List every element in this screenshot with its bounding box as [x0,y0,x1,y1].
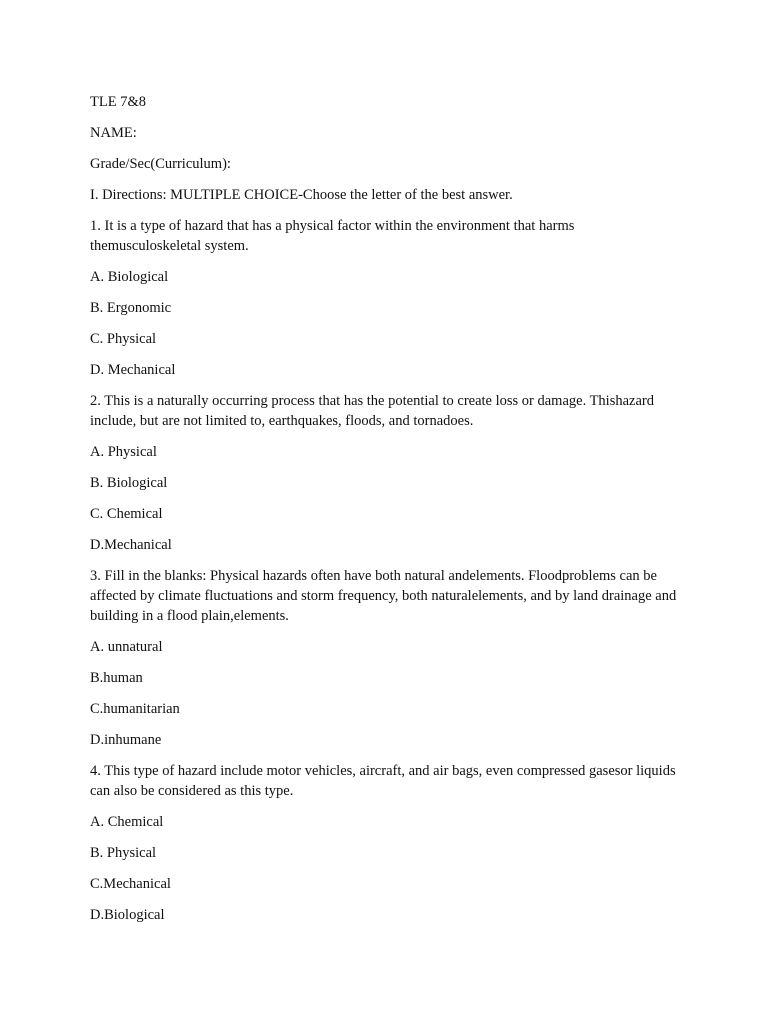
option-c: C. Chemical [90,506,163,522]
option-d: D. Mechanical [90,362,176,378]
question-4 [90,761,688,925]
option-b: B. Biological [90,475,168,491]
option-a: A. Physical [90,444,157,460]
question-2 [90,391,688,555]
option-b: B. Physical [90,845,157,861]
directions-text: I. Directions: MULTIPLE CHOICE-Choose the letter of the best answer. [90,187,513,203]
option-a: A. Chemical [90,814,164,830]
option-d: D.Biological [90,907,165,923]
question-text: 4. This type of hazard include motor vehicles, aircraft, and air bags, even compressed gasesor liquids can also be considered as this type. [90,763,676,799]
option-a: A. unnatural [90,639,163,655]
option-d: D.inhumane [90,732,162,748]
option-c: C.Mechanical [90,876,171,892]
grade-section-label: Grade/Sec(Curriculum): [90,156,231,172]
option-d: D.Mechanical [90,537,172,553]
document-title: TLE 7&8 [90,94,146,110]
option-c: C.humanitarian [90,701,180,717]
option-b: B.human [90,670,143,686]
option-a: A. Biological [90,269,169,285]
option-b: B. Ergonomic [90,300,172,316]
question-text: 3. Fill in the blanks: Physical hazards often have both natural andelements. Floodproblems can be affected by climate fluctuations and storm frequency, both naturalelements, and by land drainage and building in a flood plain,elements. [90,568,677,624]
question-1 [90,216,688,380]
question-text: 1. It is a type of hazard that has a physical factor within the environment that harms themusculoskeletal system. [90,218,575,254]
name-label: NAME: [90,125,137,141]
option-c: C. Physical [90,331,157,347]
question-3 [90,566,688,750]
question-text: 2. This is a naturally occurring process that has the potential to create loss or damage. Thishazard include, but are not limited to, earthquakes, floods, and tornadoes. [90,393,654,429]
